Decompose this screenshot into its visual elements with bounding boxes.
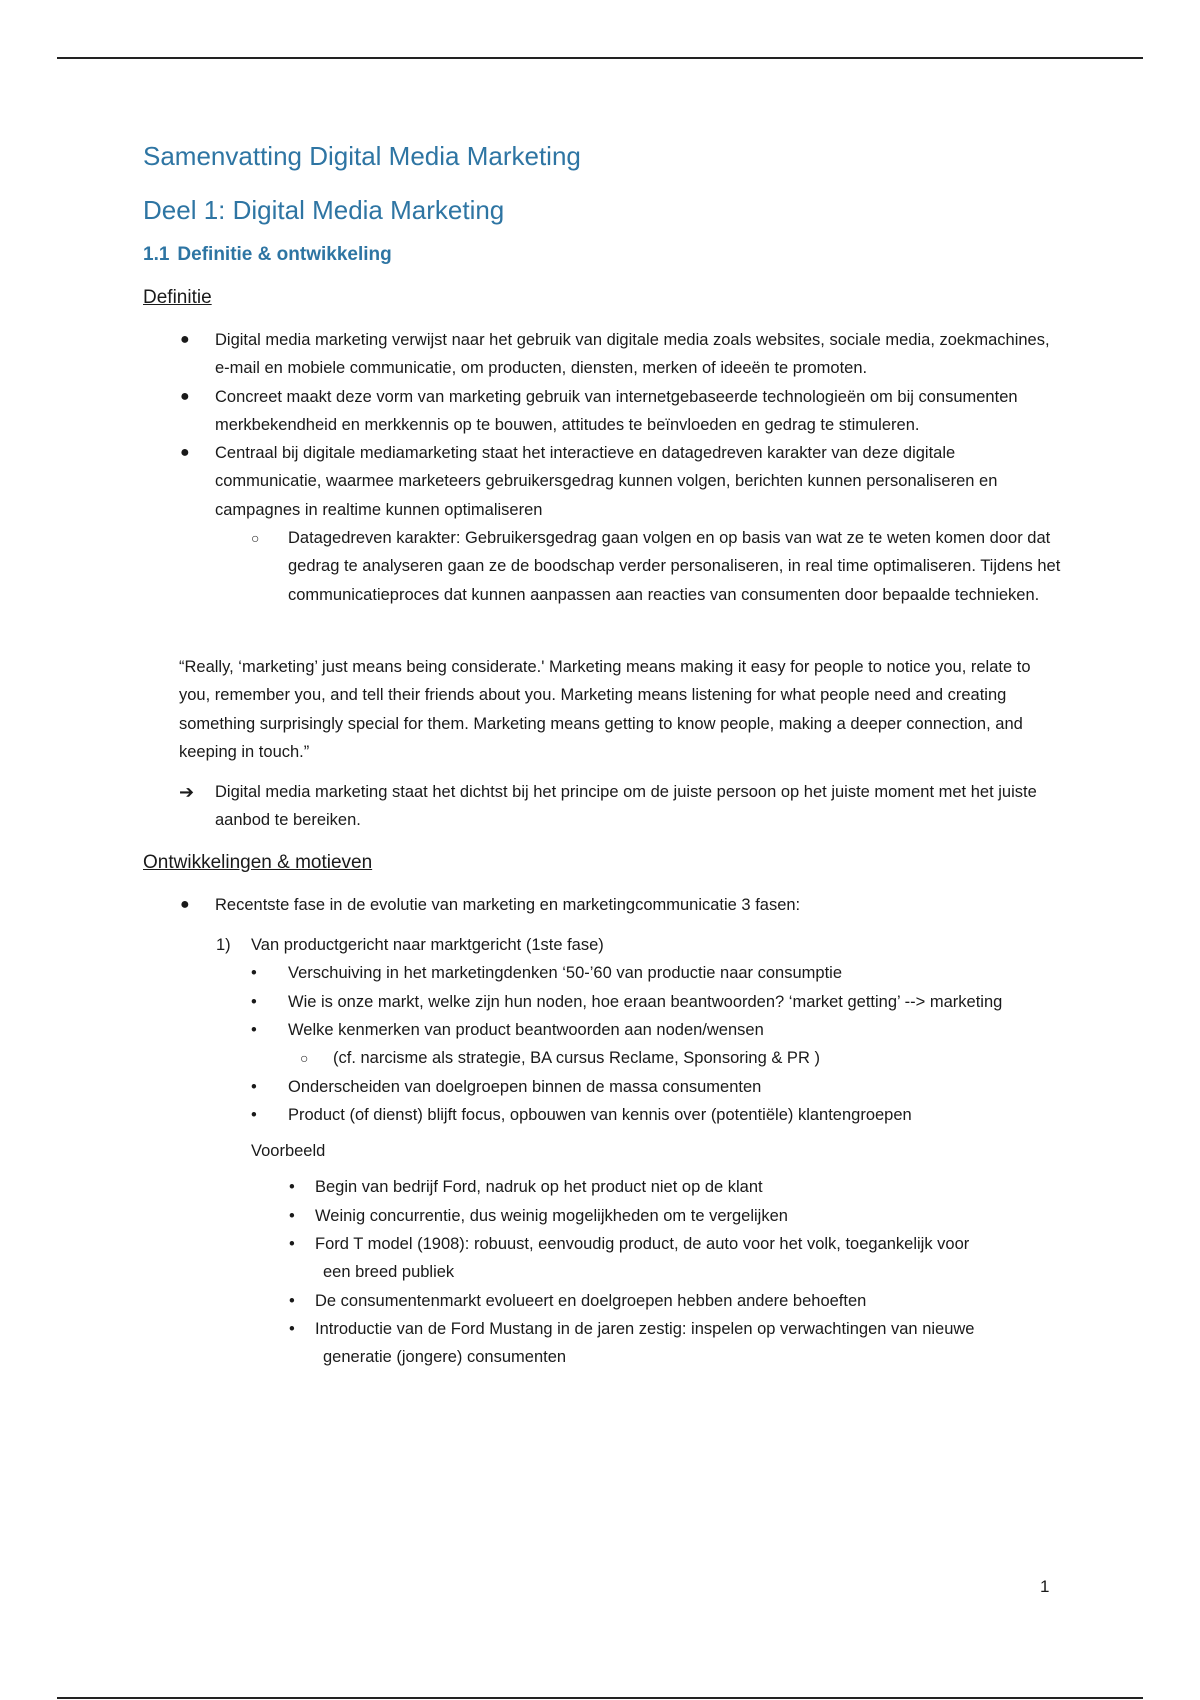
list-item: • Ford T model (1908): robuust, eenvoudig product, de auto voor het volk, toegankelijk voor een breed publiek — [143, 1230, 1063, 1287]
bullet-icon: • — [289, 1291, 295, 1310]
bullet-icon: ● — [180, 387, 190, 405]
list-item: • Verschuiving in het marketingdenken ‘50-’60 van productie naar consumptie — [143, 959, 1063, 987]
bullet-icon: • — [289, 1206, 295, 1225]
definitie-list — [143, 326, 1063, 609]
list-subitem: ○ (cf. narcisme als strategie, BA cursus Reclame, Sponsoring & PR ) — [143, 1044, 1063, 1072]
list-subitem: ○ Datagedreven karakter: Gebruikersgedrag gaan volgen en op basis van wat ze te weten komen door dat gedrag te analyseren gaan ze de boodschap verder personaliseren, in real time optimaliseren. Tijdens het communicatieproces dat kunnen aanpassen aan reacties van consumenten door bepaalde technieken. — [143, 524, 1063, 609]
circle-bullet-icon: ○ — [300, 1050, 309, 1067]
list-item: • Onderscheiden van doelgroepen binnen de massa consumenten — [143, 1073, 1063, 1101]
bullet-icon: ● — [180, 895, 190, 913]
list-item: • Welke kenmerken van product beantwoorden aan noden/wensen — [143, 1016, 1063, 1044]
page-number: 1 — [1040, 1577, 1050, 1596]
part-heading: Deel 1: Digital Media Marketing — [143, 195, 505, 225]
header-rule — [57, 57, 1143, 59]
list-item: ● Recentste fase in de evolutie van marketing en marketingcommunicatie 3 fasen: — [143, 891, 1063, 919]
list-item: • De consumentenmarkt evolueert en doelgroepen hebben andere behoeften — [143, 1287, 1063, 1315]
list-item: • Introductie van de Ford Mustang in de jaren zestig: inspelen op verwachtingen van nieuwe generatie (jongere) consumenten — [143, 1315, 1063, 1372]
bullet-icon: ● — [180, 331, 190, 348]
list-item: ● Concreet maakt deze vorm van marketing gebruik van internetgebaseerde technologieën om bij consumenten merkbekendheid en merkkennis op te bouwen, attitudes te beïnvloeden en gedrag te stimuleren. — [143, 383, 1063, 440]
quote-block: “Really, ‘marketing’ just means being considerate.' Marketing means making it easy for people to notice you, relate to you, remember you, and tell their friends about you. Marketing means listening for what people need and creating something surprisingly special for them. Marketing means getting to know people, making a deeper connection, and keeping in touch.” — [179, 657, 1031, 761]
subheading-definitie: Definitie — [143, 287, 212, 308]
example-label: Voorbeeld — [251, 1142, 326, 1161]
phase-title: Van productgericht naar marktgericht (1ste fase) — [251, 936, 604, 955]
bullet-icon: • — [251, 992, 257, 1011]
list-item: • Weinig concurrentie, dus weinig mogelijkheden om te vergelijken — [143, 1202, 1063, 1230]
bullet-icon: • — [251, 1105, 257, 1124]
phase-1-list — [143, 959, 1063, 1129]
arrow-right-icon: ➔ — [179, 782, 195, 803]
list-item: ● Centraal bij digitale mediamarketing staat het interactieve en datagedreven karakter van deze digitale communicatie, waarmee marketeers gebruikersgedrag kunnen volgen, berichten kunnen personaliseren en campagnes in realtime kunnen optimaliseren — [143, 439, 1063, 524]
document-title: Samenvatting Digital Media Marketing — [143, 141, 581, 171]
list-item: ● Digital media marketing verwijst naar het gebruik van digitale media zoals websites, sociale media, zoekmachines, e-mail en mobiele communicatie, om producten, diensten, merken of ideeën te promoten. — [143, 326, 1063, 383]
bullet-icon: ● — [180, 444, 190, 462]
list-item: • Begin van bedrijf Ford, nadruk op het product niet op de klant — [143, 1173, 1063, 1201]
list-item: • Product (of dienst) blijft focus, opbouwen van kennis over (potentiële) klantengroepen — [143, 1101, 1063, 1129]
bullet-icon: • — [289, 1319, 295, 1338]
document-body — [143, 138, 1063, 1372]
bullet-icon: • — [251, 1020, 257, 1039]
circle-bullet-icon: ○ — [251, 530, 260, 547]
phase-number: 1) — [216, 936, 231, 955]
bullet-icon: • — [289, 1235, 295, 1254]
bullet-icon: • — [251, 1077, 257, 1096]
ontwikkelingen-list — [143, 891, 1063, 919]
conclusion-arrow-item: ➔ Digital media marketing staat het dichtst bij het principe om de juiste persoon op het juiste moment met het juiste aanbod te bereiken. — [143, 778, 1063, 835]
phase-1-item — [143, 931, 1063, 959]
section-heading — [143, 242, 1063, 268]
list-item: • Wie is onze markt, welke zijn hun noden, hoe eraan beantwoorden? ‘market getting’ --> marketing — [143, 988, 1063, 1016]
bullet-icon: • — [251, 964, 257, 983]
section-number: 1.1 — [143, 244, 170, 265]
footer-rule — [57, 1697, 1143, 1699]
example-list — [143, 1173, 1063, 1371]
section-title: Definitie & ontwikkeling — [177, 244, 392, 265]
bullet-icon: • — [289, 1178, 295, 1197]
subheading-ontwikkelingen: Ontwikkelingen & motieven — [143, 851, 373, 873]
